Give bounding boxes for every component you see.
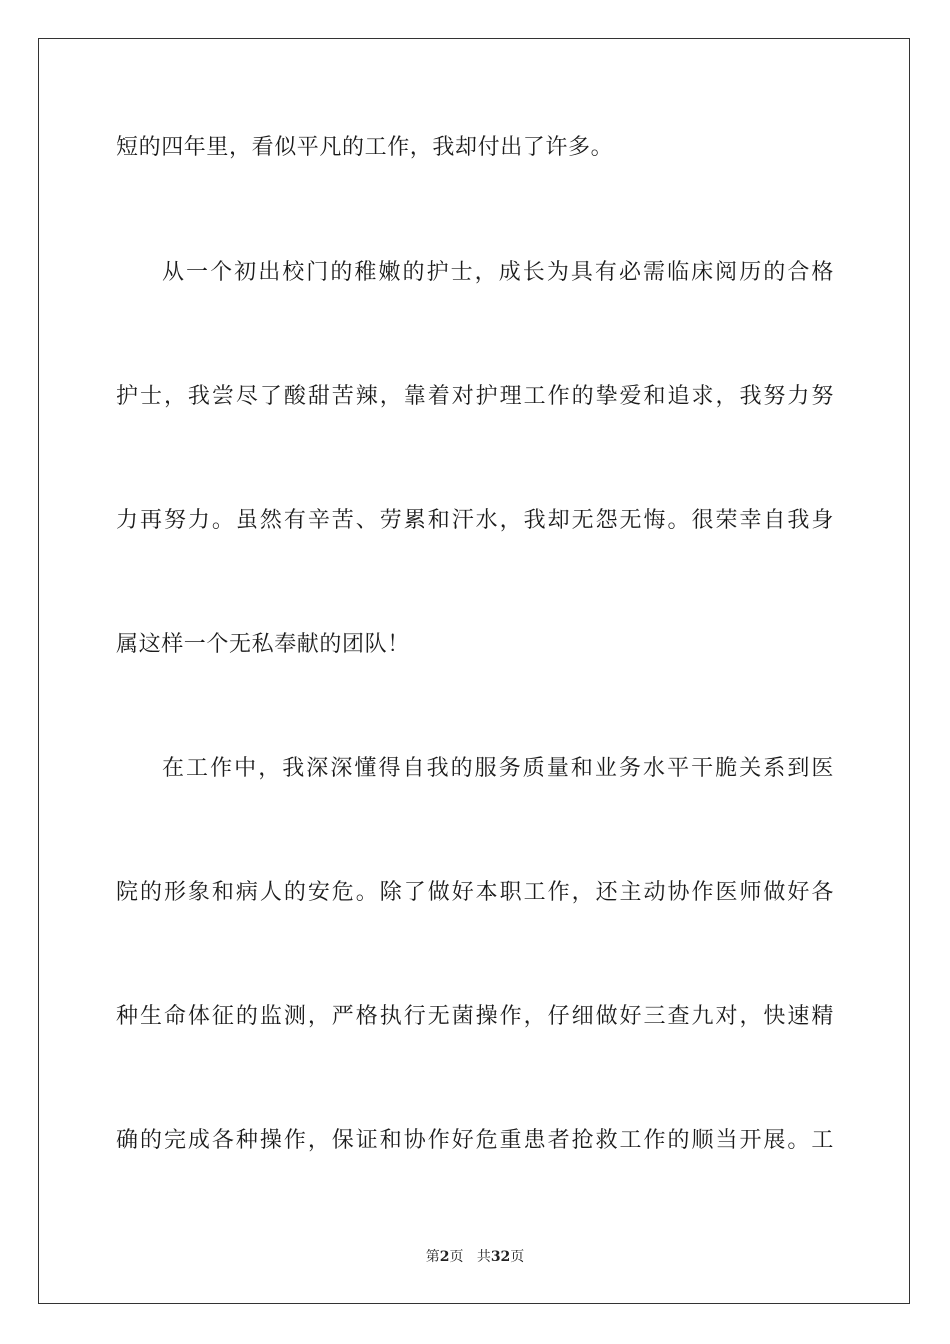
footer-page-prefix: 第 [425, 1249, 440, 1265]
paragraph-line-3: 护士，我尝尽了酸甜苦辣，靠着对护理工作的挚爱和追求，我努力努 [116, 384, 834, 409]
footer-page-number: 2 [439, 1249, 450, 1265]
paragraph-line-2: 从一个初出校门的稚嫩的护士，成长为具有必需临床阅历的合格 [162, 260, 834, 285]
paragraph-line-7: 院的形象和病人的安危。除了做好本职工作，还主动协作医师做好各 [116, 880, 834, 905]
footer-total-pages: 32 [490, 1249, 511, 1265]
paragraph-line-4: 力再努力。虽然有辛苦、劳累和汗水，我却无怨无悔。很荣幸自我身 [116, 508, 834, 533]
paragraph-line-1: 短的四年里，看似平凡的工作，我却付出了许多。 [116, 135, 614, 160]
page-border [38, 38, 910, 1304]
paragraph-line-6: 在工作中，我深深懂得自我的服务质量和业务水平干脆关系到医 [162, 756, 834, 781]
footer-total-prefix: 共 [476, 1249, 491, 1265]
paragraph-line-8: 种生命体征的监测，严格执行无菌操作，仔细做好三查九对，快速精 [116, 1004, 834, 1029]
paragraph-line-5: 属这样一个无私奉献的团队！ [116, 632, 410, 657]
footer-page-suffix: 页 [449, 1249, 464, 1265]
paragraph-line-9: 确的完成各种操作，保证和协作好危重患者抢救工作的顺当开展。工 [116, 1128, 834, 1153]
footer-total-suffix: 页 [510, 1249, 525, 1265]
page-footer [0, 1248, 950, 1266]
